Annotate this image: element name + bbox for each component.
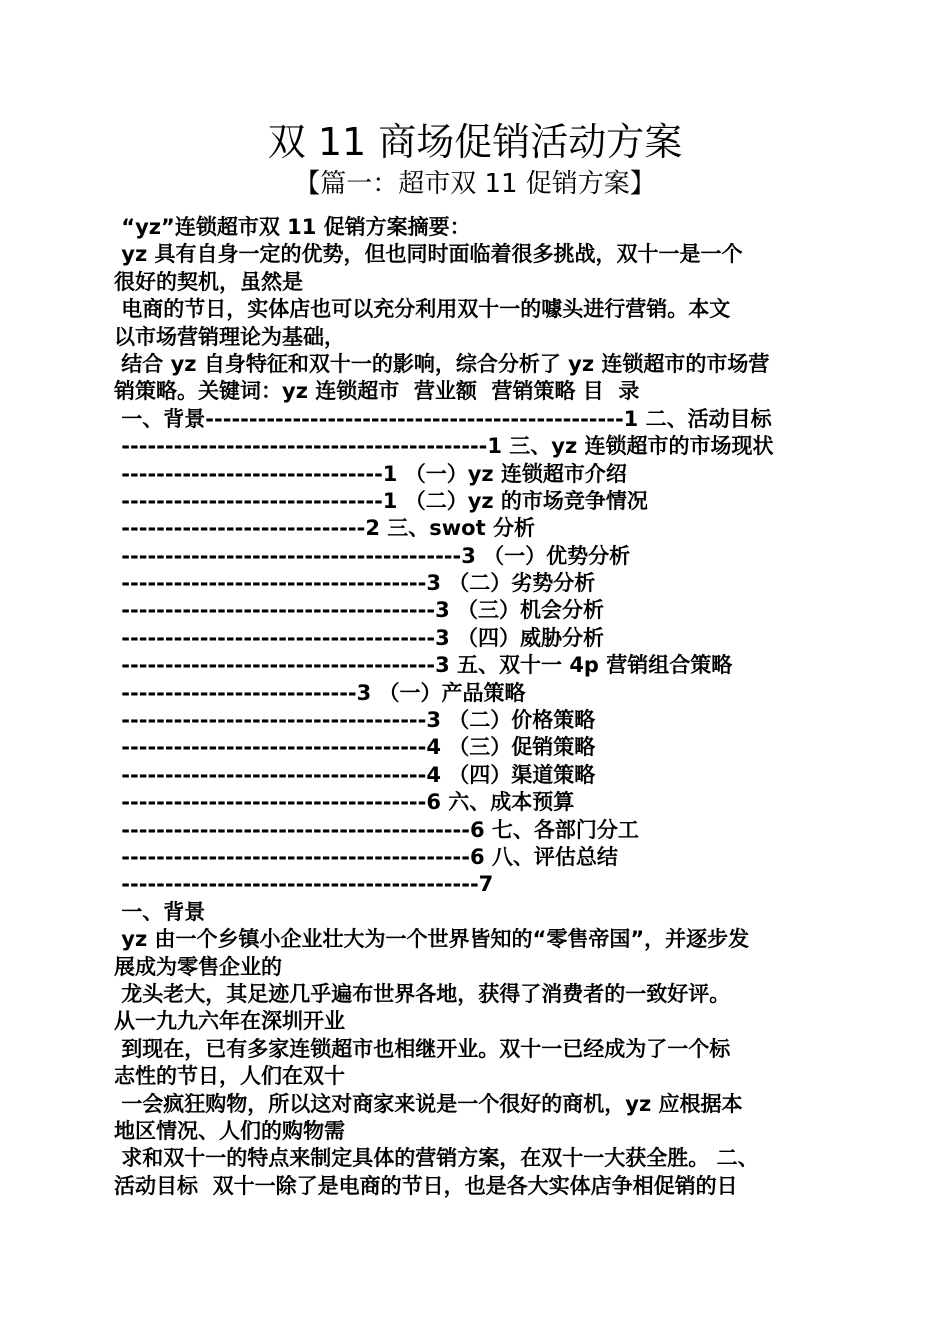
text-line: 活动目标 双十一除了是电商的节日，也是各大实体店争相促销的日 [114,1173,738,1198]
text-line: yz 具有自身一定的优势，但也同时面临着很多挑战，双十一是一个 [114,242,743,267]
text-line: ------------------------------------------1 三、yz 连锁超市的市场现状 [114,434,774,459]
text-line: ------------------------------------3 （四）威胁分析 [114,625,605,650]
text-line: 电商的节日，实体店也可以充分利用双十一的噱头进行营销。本文 [114,297,731,322]
text-line: 一会疯狂购物，所以这对商家来说是一个很好的商机，yz 应根据本 [114,1091,743,1116]
text-line: ------------------------------1 （一）yz 连锁超市介绍 [114,461,627,486]
document-body [114,214,844,1200]
text-line: 很好的契机，虽然是 [114,269,303,294]
text-line: -----------------------------------4 （四）渠道策略 [114,762,596,787]
text-line: -----------------------------------3 （二）价格策略 [114,708,596,733]
text-line: 一、背景------------------------------------------------1 二、活动目标 [114,406,772,431]
text-line: 志性的节日，人们在双十 [114,1064,345,1089]
text-line: 以市场营销理论为基础， [114,324,345,349]
document-title: 双 11 商场促销活动方案 [267,120,683,164]
text-line: 一、背景 [114,899,206,924]
text-line: 求和双十一的特点来制定具体的营销方案，在双十一大获全胜。 二、 [114,1146,759,1171]
text-line: 销策略。关键词：yz 连锁超市 营业额 营销策略 目 录 [114,379,640,404]
document-subtitle: 【篇一：超市双 11 促销方案】 [294,169,656,199]
text-line: ---------------------------3 （一）产品策略 [114,680,526,705]
text-line: 从一九九六年在深圳开业 [114,1009,345,1034]
text-line: 地区情况、人们的购物需 [114,1118,345,1143]
text-line: yz 由一个乡镇小企业壮大为一个世界皆知的“零售帝国”，并逐步发 [114,927,750,952]
text-line: ---------------------------------------3 （一）优势分析 [114,543,631,568]
text-line: ------------------------------------3 五、双十一 4p 营销组合策略 [114,653,733,678]
text-line: “yz”连锁超市双 11 促销方案摘要： [114,215,471,239]
text-line: -----------------------------------6 六、成本预算 [114,790,575,815]
text-line: ----------------------------------------6 七、各部门分工 [114,817,639,842]
text-line: ------------------------------1 （二）yz 的市场竞争情况 [114,488,648,513]
text-line: 展成为零售企业的 [114,954,282,979]
text-line: ------------------------------------3 （三）机会分析 [114,598,605,623]
text-line: ----------------------------------------6 八、评估总结 [114,844,618,869]
text-line: 到现在，已有多家连锁超市也相继开业。双十一已经成为了一个标 [114,1036,731,1061]
text-line: -----------------------------------------7 [114,872,494,897]
text-line: 结合 yz 自身特征和双十一的影响，综合分析了 yz 连锁超市的市场营 [114,351,770,376]
text-line: 龙头老大，其足迹几乎遍布世界各地，获得了消费者的一致好评。 [114,981,731,1006]
text-line: -----------------------------------3 （二）劣势分析 [114,571,596,596]
text-line: ----------------------------2 三、swot 分析 [114,516,535,541]
text-line: -----------------------------------4 （三）促销策略 [114,735,596,760]
